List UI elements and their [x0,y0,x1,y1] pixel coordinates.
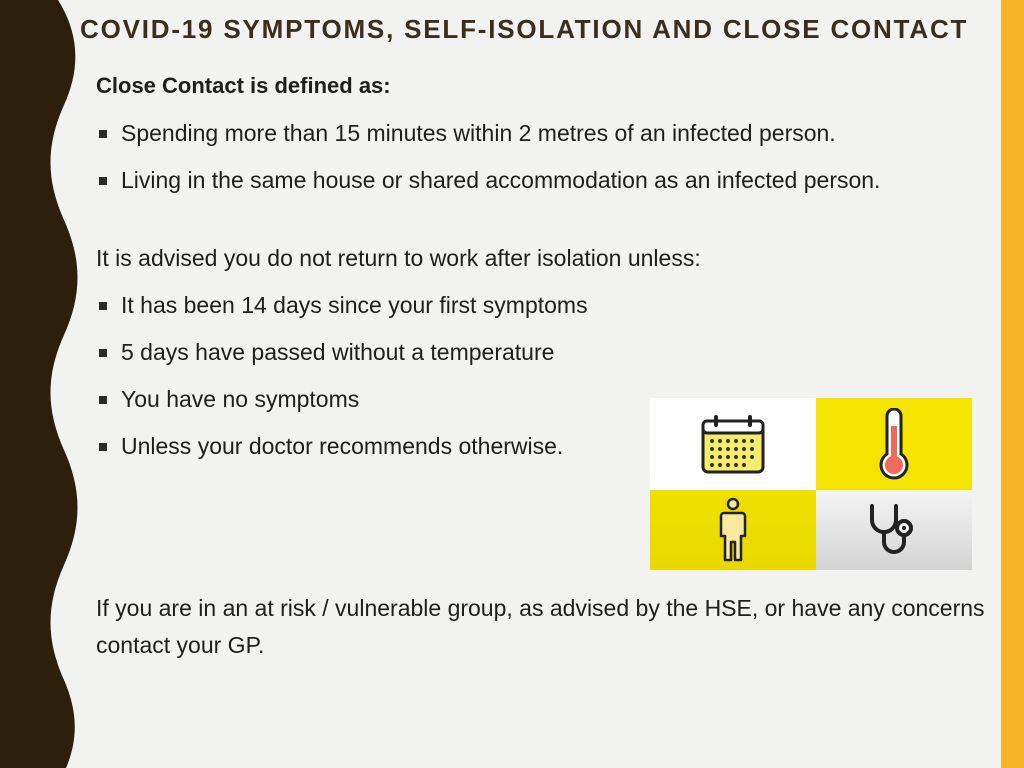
list-item-text: It has been 14 days since your first symptoms [121,292,588,318]
slide-title: COVID-19 SYMPTOMS, SELF-ISOLATION AND CLOSE CONTACT [80,14,969,44]
square-bullet-icon [99,130,107,138]
list-item-text: You have no symptoms [121,386,360,412]
icon-grid [650,398,972,570]
list-item [96,289,986,321]
thermometer-icon [877,408,911,480]
person-tile [650,490,816,570]
list-item [96,336,986,368]
thermometer-tile [816,398,972,490]
person-icon [716,497,750,563]
stethoscope-icon [864,500,924,560]
return-to-work-intro: It is advised you do not return to work after isolation unless: [96,245,701,271]
close-contact-list [96,117,986,196]
list-item-text: Living in the same house or shared accommodation as an infected person. [121,167,881,193]
square-bullet-icon [99,349,107,357]
square-bullet-icon [99,396,107,404]
calendar-icon [700,413,766,475]
list-item-text: 5 days have passed without a temperature [121,339,555,365]
gp-advice-text: If you are in an at risk / vulnerable group, as advised by the HSE, or have any concerns contact your GP. [96,595,985,658]
calendar-tile [650,398,816,490]
left-decorative-border [0,0,90,768]
stethoscope-tile [816,490,972,570]
list-item [96,117,986,149]
close-contact-heading: Close Contact is defined as: [96,73,391,98]
square-bullet-icon [99,177,107,185]
list-item-text: Spending more than 15 minutes within 2 metres of an infected person. [121,120,836,146]
square-bullet-icon [99,443,107,451]
list-item-text: Unless your doctor recommends otherwise. [121,433,564,459]
list-item [96,164,986,196]
right-accent-bar [1001,0,1024,768]
square-bullet-icon [99,302,107,310]
